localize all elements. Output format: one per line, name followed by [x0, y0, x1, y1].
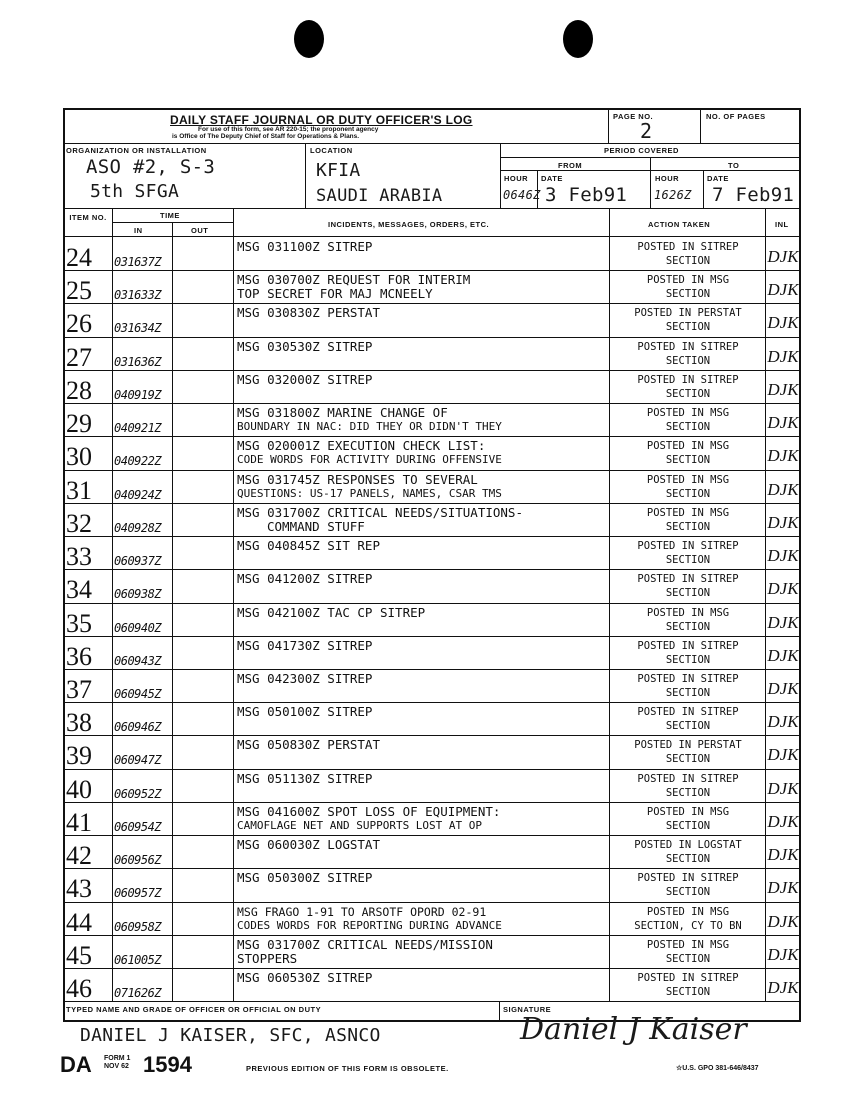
entry-time-in: 060952Z [114, 787, 162, 801]
location-label: LOCATION [310, 146, 353, 155]
entry-message-line2: CAMOFLAGE NET AND SUPPORTS LOST AT OP [237, 819, 483, 832]
entry-item-no: 31 [66, 476, 92, 505]
binder-hole-right [563, 20, 593, 58]
entry-time-in: 040928Z [114, 521, 162, 535]
entry-message-line1: MSG 041730Z SITREP [237, 639, 373, 653]
entry-action-line1: POSTED IN SITREP [637, 673, 739, 685]
entry-item-no: 32 [66, 509, 92, 538]
entry-item-no: 35 [66, 609, 92, 638]
entry-action-line1: POSTED IN SITREP [637, 241, 739, 253]
entry-initials: DJK [767, 745, 799, 764]
entry-item-no: 29 [66, 409, 92, 438]
entry-time-in: 061005Z [114, 953, 162, 967]
entry-initials: DJK [767, 646, 799, 665]
entry-time-in: 071626Z [114, 986, 162, 1000]
entry-item-no: 30 [66, 442, 92, 471]
entry-time-in: 031634Z [114, 321, 162, 335]
entry-time-in: 060938Z [114, 587, 162, 601]
entry-initials: DJK [767, 712, 799, 731]
entry-item-no: 40 [66, 775, 92, 804]
entry-initials: DJK [767, 446, 799, 465]
item-no-header: ITEM NO. [69, 213, 107, 222]
time-in-header: IN [134, 226, 143, 235]
action-taken-header: ACTION TAKEN [648, 220, 711, 229]
form-id-number: 1594 [143, 1052, 192, 1077]
entry-time-in: 060943Z [114, 654, 162, 668]
entry-message-line1: MSG 020001Z EXECUTION CHECK LIST: [237, 439, 486, 453]
gpo-note: ☆U.S. GPO 381-646/8437 [676, 1065, 759, 1072]
signature-label: SIGNATURE [503, 1005, 552, 1014]
entry-action-line1: POSTED IN MSG [646, 906, 730, 918]
entry-initials: DJK [767, 546, 799, 565]
entry-action-line1: POSTED IN MSG [646, 407, 730, 419]
entry-initials: DJK [767, 413, 799, 432]
entry-action-line2: SECTION [665, 986, 711, 998]
form-id-small: FORM 1 NOV 62 [104, 1055, 131, 1070]
form-subtitle-2: is Office of The Deputy Chief of Staff for Operations & Plans. [172, 133, 360, 140]
entry-message-line1: MSG 030700Z REQUEST FOR INTERIM [237, 273, 471, 287]
entry-action-line2: SECTION [665, 421, 711, 433]
entry-action-line2: SECTION, CY TO BN [634, 920, 742, 932]
entry-time-in: 060937Z [114, 554, 162, 568]
entry-action-line2: SECTION [665, 587, 711, 599]
entry-initials: DJK [767, 613, 799, 632]
entry-initials: DJK [767, 912, 799, 931]
entry-initials: DJK [767, 812, 799, 831]
entry-time-in: 060946Z [114, 720, 162, 734]
entry-message-line1: MSG 050300Z SITREP [237, 871, 373, 885]
entry-message-line2: STOPPERS [237, 952, 298, 966]
entry-message-line2: BOUNDARY IN NAC: DID THEY OR DIDN'T THEY [237, 420, 502, 433]
entry-item-no: 43 [66, 874, 92, 903]
entry-action-line1: POSTED IN MSG [646, 806, 730, 818]
entry-time-in: 031636Z [114, 355, 162, 369]
officer-name: DANIEL J KAISER, SFC, ASNCO [80, 1025, 381, 1046]
entry-action-line2: SECTION [665, 621, 711, 633]
entry-action-line2: SECTION [665, 687, 711, 699]
entry-time-in: 060957Z [114, 886, 162, 900]
from-label: FROM [558, 161, 583, 170]
entry-item-no: 37 [66, 675, 92, 704]
entry-message-line1: MSG 041200Z SITREP [237, 572, 373, 586]
entry-time-in: 040921Z [114, 421, 162, 435]
entry-action-line1: POSTED IN SITREP [637, 972, 739, 984]
entry-message-line2: TOP SECRET FOR MAJ MCNEELY [237, 287, 433, 301]
entry-action-line1: POSTED IN SITREP [637, 640, 739, 652]
to-date-value: 7 Feb91 [712, 184, 795, 206]
entry-initials: DJK [767, 313, 799, 332]
from-hour-label: HOUR [504, 174, 529, 183]
entry-action-line1: POSTED IN MSG [646, 474, 730, 486]
entry-action-line2: SECTION [665, 554, 711, 566]
entry-action-line2: SECTION [665, 355, 711, 367]
entry-message-line1: MSG 050830Z PERSTAT [237, 738, 380, 752]
entry-initials: DJK [767, 247, 799, 266]
org-label: ORGANIZATION OR INSTALLATION [66, 146, 207, 155]
form-title: DAILY STAFF JOURNAL OR DUTY OFFICER'S LOG [170, 113, 473, 127]
entry-action-line2: SECTION [665, 886, 711, 898]
entry-action-line1: POSTED IN SITREP [637, 374, 739, 386]
form-subtitle-1: For use of this form, see AR 220-15; the proponent agency [198, 126, 379, 133]
entry-action-line1: POSTED IN SITREP [637, 341, 739, 353]
entry-initials: DJK [767, 513, 799, 532]
entry-action-line1: POSTED IN SITREP [637, 573, 739, 585]
entry-initials: DJK [767, 579, 799, 598]
org-line1: ASO #2, S-3 [86, 156, 216, 178]
entry-action-line2: SECTION [665, 820, 711, 832]
entry-item-no: 36 [66, 642, 92, 671]
entry-action-line1: POSTED IN MSG [646, 507, 730, 519]
form-id-da: DA [60, 1052, 92, 1077]
entry-message-line1: MSG 030830Z PERSTAT [237, 306, 380, 320]
entry-item-no: 45 [66, 941, 92, 970]
entry-action-line2: SECTION [665, 321, 711, 333]
entry-time-in: 031633Z [114, 288, 162, 302]
entry-initials: DJK [767, 779, 799, 798]
location-line1: KFIA [316, 160, 361, 181]
entry-time-in: 040922Z [114, 454, 162, 468]
entry-time-in: 040924Z [114, 488, 162, 502]
entry-time-in: 060947Z [114, 753, 162, 767]
page-no-value: 2 [640, 119, 653, 143]
entry-action-line1: POSTED IN SITREP [637, 706, 739, 718]
from-date-value: 3 Feb91 [545, 184, 628, 206]
entry-action-line2: SECTION [665, 255, 711, 267]
entry-time-in: 040919Z [114, 388, 162, 402]
entry-time-in: 060940Z [114, 621, 162, 635]
entry-action-line2: SECTION [665, 953, 711, 965]
incidents-header: INCIDENTS, MESSAGES, ORDERS, ETC. [328, 220, 490, 229]
officer-label: TYPED NAME AND GRADE OF OFFICER OR OFFICIAL ON DUTY [66, 1005, 322, 1014]
entry-action-line2: SECTION [665, 521, 711, 533]
entry-item-no: 39 [66, 741, 92, 770]
entry-message-line2: COMMAND STUFF [267, 520, 365, 534]
entry-initials: DJK [767, 878, 799, 897]
time-out-header: OUT [191, 226, 209, 235]
previous-edition-note: PREVIOUS EDITION OF THIS FORM IS OBSOLETE. [246, 1064, 449, 1073]
entry-action-line1: POSTED IN SITREP [637, 773, 739, 785]
entry-initials: DJK [767, 845, 799, 864]
entry-action-line1: POSTED IN MSG [646, 440, 730, 452]
entry-action-line2: SECTION [665, 787, 711, 799]
entry-action-line1: POSTED IN MSG [646, 939, 730, 951]
entry-message-line1: MSG 031700Z CRITICAL NEEDS/SITUATIONS- [237, 506, 523, 520]
entry-item-no: 28 [66, 376, 92, 405]
entry-initials: DJK [767, 380, 799, 399]
entry-action-line1: POSTED IN PERSTAT [634, 307, 742, 319]
entry-initials: DJK [767, 347, 799, 366]
to-hour-label: HOUR [655, 174, 680, 183]
entry-time-in: 060958Z [114, 920, 162, 934]
entry-initials: DJK [767, 280, 799, 299]
entry-initials: DJK [767, 480, 799, 499]
time-header: TIME [160, 211, 180, 220]
entry-item-no: 46 [66, 974, 92, 1003]
to-label: TO [728, 161, 740, 170]
binder-hole-left [294, 20, 324, 58]
entry-action-line1: POSTED IN MSG [646, 607, 730, 619]
entry-action-line1: POSTED IN SITREP [637, 540, 739, 552]
entry-item-no: 27 [66, 343, 92, 372]
officer-signature: Daniel J Kaiser [520, 1012, 747, 1047]
org-line2: 5th SFGA [90, 181, 180, 202]
entry-message-line1: MSG 030530Z SITREP [237, 340, 373, 354]
entry-item-no: 42 [66, 841, 92, 870]
period-covered-label: PERIOD COVERED [604, 146, 679, 155]
entry-action-line2: SECTION [665, 288, 711, 300]
initials-header: INL [775, 220, 789, 229]
entry-action-line2: SECTION [665, 753, 711, 765]
entry-item-no: 25 [66, 276, 92, 305]
entry-action-line2: SECTION [665, 388, 711, 400]
entry-message-line2: QUESTIONS: US-17 PANELS, NAMES, CSAR TMS [237, 487, 502, 500]
entry-message-line1: MSG 031745Z RESPONSES TO SEVERAL [237, 473, 478, 487]
entry-initials: DJK [767, 945, 799, 964]
entry-message-line1: MSG FRAGO 1-91 TO ARSOTF OPORD 02-91 [237, 905, 487, 919]
entry-item-no: 26 [66, 309, 92, 338]
from-date-label: DATE [541, 174, 563, 183]
entry-item-no: 24 [66, 243, 92, 272]
entry-item-no: 38 [66, 708, 92, 737]
entry-action-line1: POSTED IN LOGSTAT [634, 839, 742, 851]
entry-action-line2: SECTION [665, 853, 711, 865]
entry-message-line1: MSG 032000Z SITREP [237, 373, 373, 387]
entry-action-line1: POSTED IN PERSTAT [634, 739, 742, 751]
entry-message-line1: MSG 041600Z SPOT LOSS OF EQUIPMENT: [237, 805, 501, 819]
entry-initials: DJK [767, 679, 799, 698]
entry-action-line2: SECTION [665, 454, 711, 466]
no-of-pages-label: NO. OF PAGES [706, 112, 766, 121]
entry-action-line2: SECTION [665, 488, 711, 500]
to-date-label: DATE [707, 174, 729, 183]
to-hour-value: 1626Z [654, 188, 692, 202]
entry-item-no: 34 [66, 575, 92, 604]
entry-time-in: 031637Z [114, 255, 162, 269]
entry-action-line1: POSTED IN SITREP [637, 872, 739, 884]
entry-message-line1: MSG 040845Z SIT REP [237, 539, 380, 553]
entry-item-no: 41 [66, 808, 92, 837]
entry-message-line1: MSG 042100Z TAC CP SITREP [237, 606, 426, 620]
entry-item-no: 33 [66, 542, 92, 571]
entry-item-no: 44 [66, 908, 92, 937]
entry-action-line2: SECTION [665, 720, 711, 732]
entry-message-line1: MSG 060530Z SITREP [237, 971, 373, 985]
entry-message-line1: MSG 031100Z SITREP [237, 240, 373, 254]
entry-message-line1: MSG 051130Z SITREP [237, 772, 373, 786]
entry-message-line2: CODE WORDS FOR ACTIVITY DURING OFFENSIVE [237, 453, 502, 466]
page-no-label: PAGE NO. [613, 112, 654, 121]
entry-action-line2: SECTION [665, 654, 711, 666]
entry-message-line1: MSG 031800Z MARINE CHANGE OF [237, 406, 448, 420]
location-line2: SAUDI ARABIA [316, 186, 443, 206]
from-hour-value: 0646Z [503, 188, 541, 202]
entry-message-line1: MSG 050100Z SITREP [237, 705, 373, 719]
entry-message-line1: MSG 060030Z LOGSTAT [237, 838, 380, 852]
entry-time-in: 060956Z [114, 853, 162, 867]
entry-action-line1: POSTED IN MSG [646, 274, 730, 286]
entry-message-line1: MSG 031700Z CRITICAL NEEDS/MISSION [237, 938, 493, 952]
entry-message-line1: MSG 042300Z SITREP [237, 672, 373, 686]
entry-initials: DJK [767, 978, 799, 997]
entry-time-in: 060954Z [114, 820, 162, 834]
entry-message-line2: CODES WORDS FOR REPORTING DURING ADVANCE [237, 919, 502, 932]
entry-time-in: 060945Z [114, 687, 162, 701]
